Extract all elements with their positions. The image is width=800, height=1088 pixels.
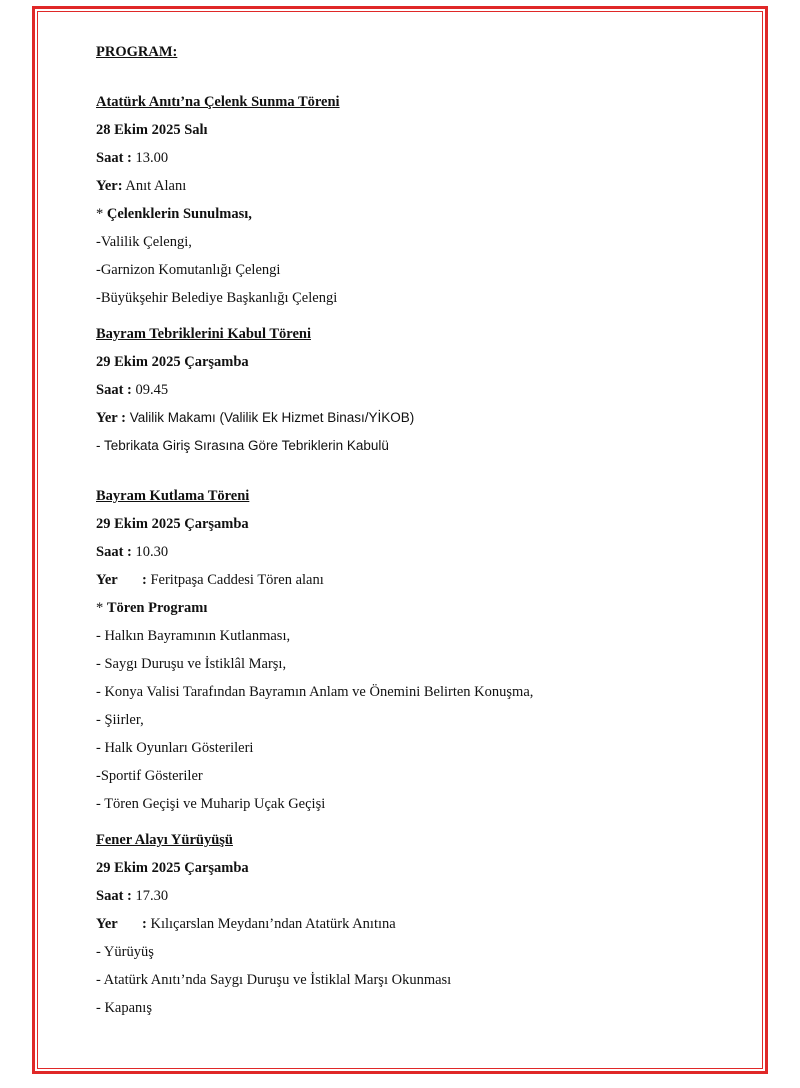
list-item: - Halk Oyunları Gösterileri xyxy=(96,740,254,756)
place-label: Yer: xyxy=(96,178,123,194)
time-value: 17.30 xyxy=(131,888,169,904)
place-value: Anıt Alanı xyxy=(122,178,187,194)
place-value: Kılıçarslan Meydanı’ndan Atatürk Anıtına xyxy=(146,916,396,932)
time-label: Saat : xyxy=(96,150,132,166)
section-place xyxy=(96,404,736,432)
section-title: Atatürk Anıtı’na Çelenk Sunma Töreni xyxy=(96,94,340,110)
section-subtitle xyxy=(96,594,736,622)
list-item: - Tebrikata Giriş Sırasına Göre Tebriklerin Kabulü xyxy=(96,438,389,453)
section-title: Bayram Tebriklerini Kabul Töreni xyxy=(96,326,311,342)
program-title: PROGRAM: xyxy=(96,44,178,60)
section-date: 29 Ekim 2025 Çarşamba xyxy=(96,354,249,370)
document-body xyxy=(96,38,736,1022)
time-value: 09.45 xyxy=(131,382,169,398)
section-time xyxy=(96,882,736,910)
list-item: - Halkın Bayramının Kutlanması, xyxy=(96,628,291,644)
section-time xyxy=(96,376,736,404)
list-item: -Büyükşehir Belediye Başkanlığı Çelengi xyxy=(96,290,338,306)
time-value: 13.00 xyxy=(131,150,169,166)
list-item: - Tören Geçişi ve Muharip Uçak Geçişi xyxy=(96,796,326,812)
sub-title: Tören Programı xyxy=(106,600,208,616)
section-place xyxy=(96,910,736,938)
place-label: Yer xyxy=(96,916,118,932)
list-item: - Saygı Duruşu ve İstiklâl Marşı, xyxy=(96,656,287,672)
sub-title: Çelenklerin Sunulması, xyxy=(106,206,252,222)
list-item: -Sportif Gösteriler xyxy=(96,768,203,784)
sub-prefix: * xyxy=(96,206,107,222)
section-date: 28 Ekim 2025 Salı xyxy=(96,122,208,138)
section-celenk xyxy=(96,88,736,312)
sub-prefix: * xyxy=(96,600,107,616)
time-label: Saat : xyxy=(96,544,132,560)
section-place xyxy=(96,566,736,594)
section-place xyxy=(96,172,736,200)
section-kutlama xyxy=(96,482,736,818)
section-time xyxy=(96,144,736,172)
time-label: Saat : xyxy=(96,888,132,904)
list-item: -Valilik Çelengi, xyxy=(96,234,192,250)
list-item: - Atatürk Anıtı’nda Saygı Duruşu ve İstiklal Marşı Okunması xyxy=(96,972,452,988)
section-date: 29 Ekim 2025 Çarşamba xyxy=(96,860,249,876)
section-date: 29 Ekim 2025 Çarşamba xyxy=(96,516,249,532)
section-title: Fener Alayı Yürüyüşü xyxy=(96,832,233,848)
place-colon: : xyxy=(142,916,147,932)
place-colon: : xyxy=(142,572,147,588)
list-item: - Şiirler, xyxy=(96,712,144,728)
section-tebrik xyxy=(96,320,736,460)
section-subtitle xyxy=(96,200,736,228)
time-value: 10.30 xyxy=(131,544,169,560)
place-label: Yer : xyxy=(96,410,126,426)
list-item: -Garnizon Komutanlığı Çelengi xyxy=(96,262,281,278)
list-item: - Yürüyüş xyxy=(96,944,154,960)
section-title: Bayram Kutlama Töreni xyxy=(96,488,250,504)
place-label: Yer xyxy=(96,572,118,588)
place-value: Valilik Makamı (Valilik Ek Hizmet Binası/YİKOB) xyxy=(125,410,415,425)
list-item: - Kapanış xyxy=(96,1000,152,1016)
section-fener-alayi xyxy=(96,826,736,1022)
section-time xyxy=(96,538,736,566)
time-label: Saat : xyxy=(96,382,132,398)
list-item: - Konya Valisi Tarafından Bayramın Anlam ve Önemini Belirten Konuşma, xyxy=(96,684,534,700)
place-value: Feritpaşa Caddesi Tören alanı xyxy=(146,572,324,588)
